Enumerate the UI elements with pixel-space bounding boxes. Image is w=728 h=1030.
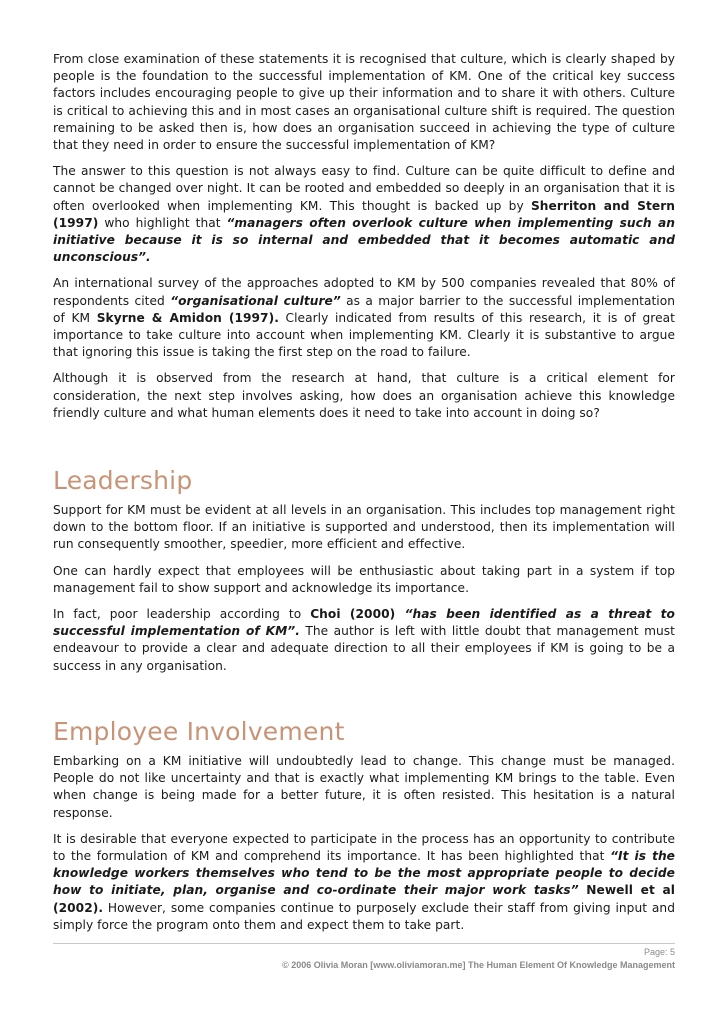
paragraph-survey	[53, 275, 675, 361]
paragraph-next-step: Although it is observed from the research at hand, that culture is a critical element for consideration, the next step involves asking, how does an organisation achieve this knowledge friendly culture and what human elements does it need to take into account in doing so?	[53, 371, 675, 420]
section-heading-employee-involvement: Employee Involvement	[53, 716, 345, 746]
paragraph-culture-definition	[53, 163, 675, 266]
quote: “organisational culture”	[170, 293, 341, 308]
page-content	[53, 51, 675, 943]
text: The answer to this question is not always easy to find. Culture can be quite difficult to define and cannot be changed over night. It can be rooted and embedded so deeply in an organisation that it is often overlooked when implementing KM. This thought is backed up by	[53, 164, 675, 213]
citation: Skyrne & Amidon (1997).	[96, 310, 279, 325]
text: who highlight that	[98, 215, 227, 230]
section-heading-leadership: Leadership	[53, 466, 193, 496]
quote: “It is the knowledge workers themselves who tend to be the most appropriate people to decide how to initiate, plan, organise and co-ordinate their major work tasks”	[53, 848, 675, 898]
paragraph-culture-foundation: From close examination of these statements it is recognised that culture, which is clearly shaped by people is the foundation to the successful implementation of KM. One of the critical key success factors includes encouraging people to give up their information and to share it with others. Culture is critical to achieving this and in most cases an organisational culture shift is required. The question remaining to be asked then is, how does an organisation succeed in achieving the type of culture that they need in order to ensure the successful implementation of KM?	[53, 52, 675, 153]
citation: Sherriton and Stern (1997)	[53, 198, 675, 230]
footer-divider	[53, 943, 675, 944]
text: However, some companies continue to purposely exclude their staff from giving input and simply force the program onto them and expect them to take part.	[53, 900, 675, 932]
paragraph-leadership-choi	[53, 606, 675, 675]
text: as a major barrier to the successful implementation of KM	[53, 293, 676, 325]
text: Clearly indicated from results of this research, it is of great importance to take culture into account when implementing KM. Clearly it is substantive to argue that ignoring this issue is taking the first step on the road to failure.	[53, 310, 675, 360]
text: The author is left with little doubt that management must endeavour to provide a clear and adequate direction to all their employees if KM is going to be a success in any organisation.	[53, 624, 675, 673]
citation: Newell et al (2002).	[53, 883, 675, 915]
paragraph-employee-change: Embarking on a KM initiative will undoubtedly lead to change. This change must be managed. People do not like uncertainty and that is exactly what implementing KM brings to the table. Even when change is being made for a better future, it is often resisted. This hesitation is a natural response.	[53, 753, 675, 820]
quote: “has been identified as a threat to successful implementation of KM”.	[53, 607, 675, 639]
footer-copyright: © 2006 Olivia Moran [www.oliviamoran.me] The Human Element Of Knowledge Management	[282, 960, 675, 970]
page-number: Page: 5	[643, 947, 675, 957]
text: In fact, poor leadership according to	[53, 607, 311, 622]
paragraph-employee-participation	[53, 831, 675, 934]
paragraph-leadership-enthusiasm: One can hardly expect that employees will be enthusiastic about taking part in a system if top management fail to show support and acknowledge its importance.	[53, 563, 675, 595]
text: An international survey of the approaches adopted to KM by 500 companies revealed that 80% of respondents cited	[53, 276, 675, 308]
paragraph-leadership-support: Support for KM must be evident at all levels in an organisation. This includes top management right down to the bottom floor. If an initiative is supported and understood, then its implementation will run consequently smoother, speedier, more efficient and effective.	[53, 503, 675, 552]
text: It is desirable that everyone expected to participate in the process has an opportunity to contribute to the formulation of KM and comprehend its importance. It has been highlighted that	[53, 831, 675, 863]
quote: “managers often overlook culture when implementing such an initiative because it is so internal and embedded that it becomes automatic and unconscious”.	[53, 215, 675, 265]
citation: Choi (2000)	[310, 607, 396, 622]
